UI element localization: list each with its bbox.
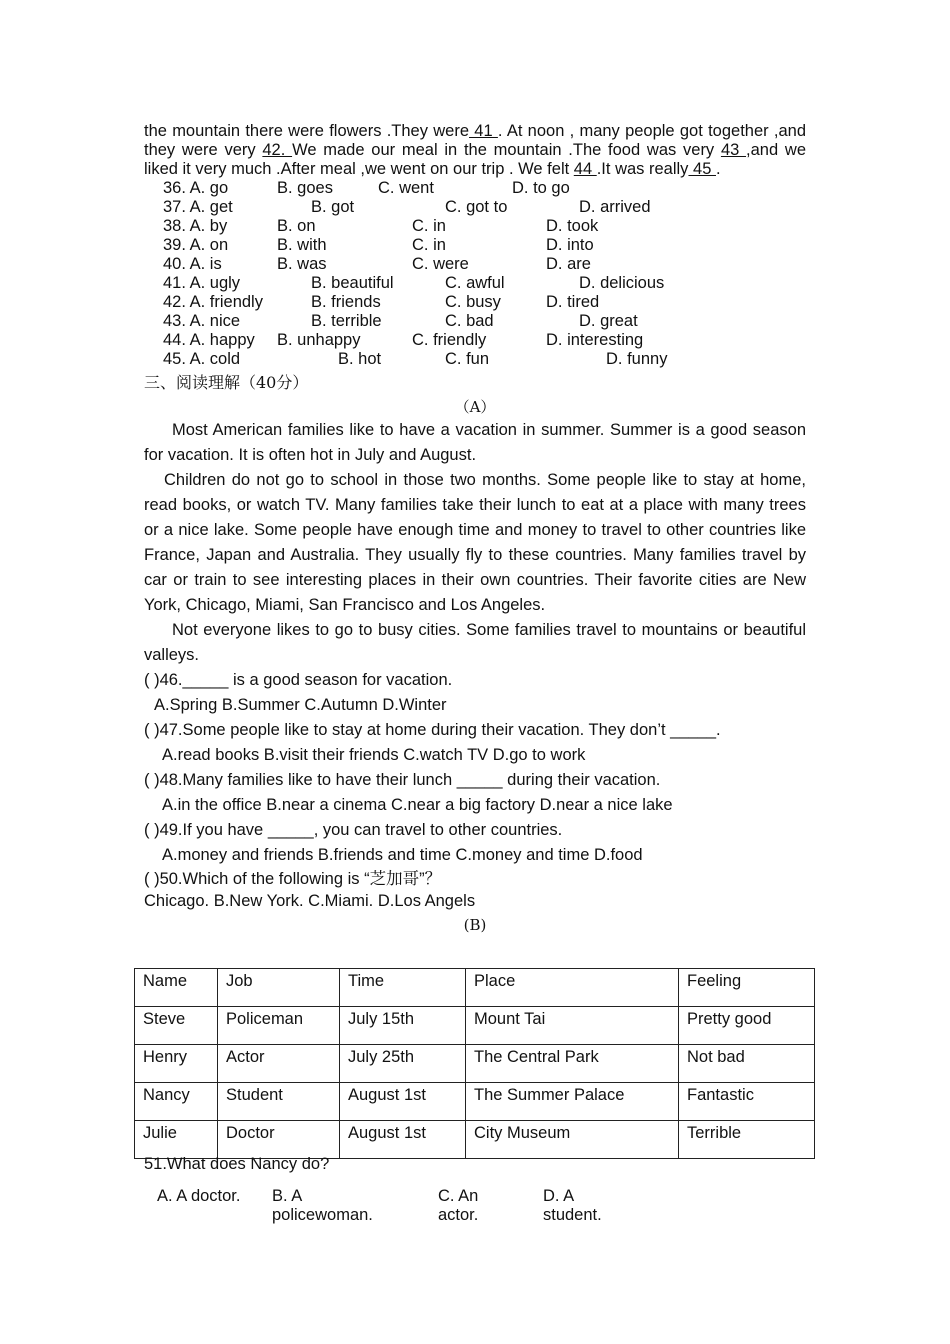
table-cell: Doctor: [218, 1121, 340, 1159]
cloze-passage: [144, 122, 806, 179]
cloze-text: the mountain there were flowers .They were: [144, 122, 470, 140]
blank-43: 43: [720, 141, 747, 159]
cloze-text: together ,and they were very: [144, 122, 806, 159]
question-51-block: [144, 1153, 602, 1224]
question-49-options: A.money and friends B.friends and time C.money and time D.food: [162, 846, 643, 864]
question-49: ( )49.If you have _____, you can travel to other countries.: [144, 821, 563, 839]
table-cell: Terrible: [679, 1121, 815, 1159]
table-cell: Not bad: [679, 1045, 815, 1083]
question-46-options: A.Spring B.Summer C.Autumn D.Winter: [154, 696, 447, 714]
info-table: [134, 968, 815, 1159]
blank-44: 44: [573, 160, 597, 178]
cloze-text: very: [683, 141, 721, 159]
question-48: ( )48.Many families like to have their lunch _____ during their vacation.: [144, 771, 661, 789]
question-51: 51.What does Nancy do?: [144, 1155, 330, 1173]
table-cell: Actor: [218, 1045, 340, 1083]
table-cell: July 15th: [340, 1007, 466, 1045]
table-cell: The Summer Palace: [466, 1083, 679, 1121]
passage-paragraph: Most American families like to have a vacation in summer. Summer is a good season for vacation. It is often hot in July and August.: [144, 421, 806, 464]
question-48-options: A.in the office B.near a cinema C.near a big factory D.near a nice lake: [162, 796, 673, 814]
table-row: [135, 1045, 815, 1083]
table-cell: Student: [218, 1083, 340, 1121]
cloze-options: [144, 179, 806, 369]
cloze-text: ,and we liked it very much .After meal ,we went on our trip . We felt: [144, 141, 806, 178]
question-51-options: A. A doctor. B. A policewoman. C. An actor. D. A student.: [157, 1187, 602, 1224]
option-row: 36. A. go B. goes C. went D. to go: [163, 179, 570, 197]
passage-paragraph: Not everyone likes to go to busy cities. Some families travel to mountains or beautiful valleys.: [144, 621, 806, 664]
cloze-text: We made our meal in the mountain .The food was: [292, 141, 677, 159]
option-row: 42. A. friendly B. friends C. busy D. tired: [163, 293, 600, 311]
passage-label-a: （A）: [454, 398, 496, 416]
header-cell: Name: [135, 969, 218, 1007]
question-47: ( )47.Some people like to stay at home during their vacation. They don’t _____.: [144, 721, 721, 739]
option-row: 39. A. on B. with C. in D. into: [163, 236, 594, 254]
option-row: 43. A. nice B. terrible C. bad D. great: [163, 312, 638, 330]
table-header-row: [135, 969, 815, 1007]
cloze-text: . At noon , many people got: [497, 122, 703, 140]
table-cell: Fantastic: [679, 1083, 815, 1121]
option-row: 40. A. is B. was C. were D. are: [163, 255, 591, 273]
section-title: 三、阅读理解（40分）: [144, 373, 309, 392]
table-cell: Mount Tai: [466, 1007, 679, 1045]
question-50: ( )50.Which of the following is “芝加哥”？: [144, 870, 442, 888]
option-row: 41. A. ugly B. beautiful C. awful D. delicious: [163, 274, 665, 292]
table-cell: Policeman: [218, 1007, 340, 1045]
header-cell: Job: [218, 969, 340, 1007]
blank-45: 45: [688, 160, 716, 178]
table-cell: August 1st: [340, 1083, 466, 1121]
option-row: 37. A. get B. got C. got to D. arrived: [163, 198, 651, 216]
table-cell: August 1st: [340, 1121, 466, 1159]
question-46: ( )46._____ is a good season for vacation.: [144, 671, 453, 689]
header-cell: Time: [340, 969, 466, 1007]
blank-42: 42.: [262, 141, 293, 159]
option-row: 38. A. by B. on C. in D. took: [163, 217, 599, 235]
header-cell: Feeling: [679, 969, 815, 1007]
cloze-text: was really: [615, 160, 689, 178]
table-cell: Nancy: [135, 1083, 218, 1121]
document-page: [144, 122, 806, 938]
table-row: [135, 1007, 815, 1045]
table-cell: Henry: [135, 1045, 218, 1083]
table-cell: Pretty good: [679, 1007, 815, 1045]
passage-paragraph: Children do not go to school in those two months. Some people like to stay at home, read books, or watch TV. Many families take their lunch to eat at a place with many trees or a nice lake. Some people have enough time and money to travel to other countries like France, Japan and Australia. They usually fly to these countries. Many families travel by car or train to see interesting places in their own countries. Their favorite cities are New York, Chicago, Miami, San Francisco and Los Angeles.: [144, 471, 806, 614]
question-47-options: A.read books B.visit their friends C.watch TV D.go to work: [162, 746, 586, 764]
option-row: 44. A. happy B. unhappy C. friendly D. interesting: [163, 331, 644, 349]
table-cell: July 25th: [340, 1045, 466, 1083]
table-cell: Julie: [135, 1121, 218, 1159]
table-cell: The Central Park: [466, 1045, 679, 1083]
cloze-text: .It: [596, 160, 611, 178]
cloze-text: .: [715, 160, 721, 178]
option-row: 45. A. cold B. hot C. fun D. funny: [163, 350, 668, 368]
table-row: [135, 1083, 815, 1121]
question-50-options: Chicago. B.New York. C.Miami. D.Los Angels: [144, 892, 476, 910]
table-cell: Steve: [135, 1007, 218, 1045]
header-cell: Place: [466, 969, 679, 1007]
table-cell: City Museum: [466, 1121, 679, 1159]
passage-label-b: (B): [463, 916, 487, 934]
blank-41: 41: [469, 122, 498, 140]
